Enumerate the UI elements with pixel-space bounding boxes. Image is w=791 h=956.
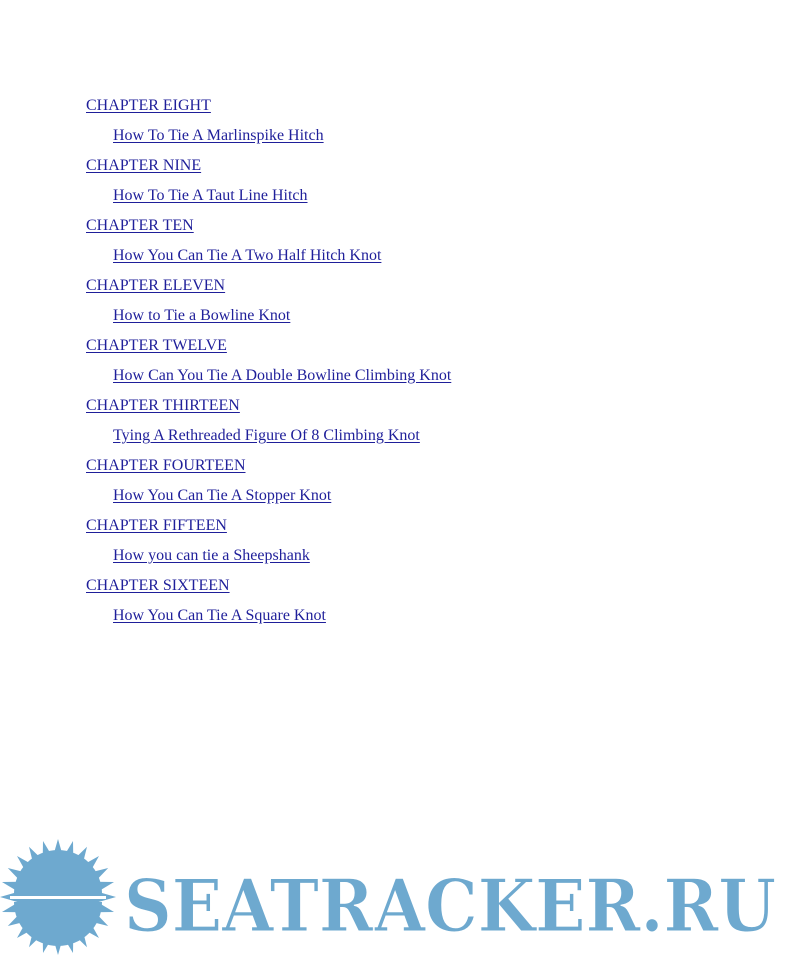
toc-chapter-nine-link[interactable]: CHAPTER NINE: [86, 157, 202, 174]
toc-chapter-ten-link[interactable]: CHAPTER TEN: [86, 217, 194, 234]
toc-chapter-thirteen-link[interactable]: CHAPTER THIRTEEN: [86, 397, 240, 414]
toc-section-sheepshank-link[interactable]: How you can tie a Sheepshank: [113, 547, 310, 564]
toc-section-taut-line-hitch-link[interactable]: How To Tie A Taut Line Hitch: [113, 187, 308, 204]
toc-section-square-knot-link[interactable]: How You Can Tie A Square Knot: [113, 607, 326, 624]
toc-section-two-half-hitch-link[interactable]: How You Can Tie A Two Half Hitch Knot: [113, 247, 382, 264]
watermark-graphic: [0, 836, 791, 956]
toc-section-marlinspike-hitch-link[interactable]: How To Tie A Marlinspike Hitch: [113, 127, 324, 144]
toc-chapter-eight-link[interactable]: CHAPTER EIGHT: [86, 97, 211, 114]
toc-chapter-twelve-link[interactable]: CHAPTER TWELVE: [86, 337, 227, 354]
toc-chapter-sixteen-link[interactable]: CHAPTER SIXTEEN: [86, 577, 230, 594]
table-of-contents: [86, 96, 766, 626]
watermark: [0, 836, 791, 956]
toc-chapter-eleven-link[interactable]: CHAPTER ELEVEN: [86, 277, 226, 294]
toc-chapter-fourteen-link[interactable]: CHAPTER FOURTEEN: [86, 457, 246, 474]
toc-section-stopper-knot-link[interactable]: How You Can Tie A Stopper Knot: [113, 487, 332, 504]
toc-chapter-fifteen-link[interactable]: CHAPTER FIFTEEN: [86, 517, 227, 534]
toc-section-bowline-knot-link[interactable]: How to Tie a Bowline Knot: [113, 307, 291, 324]
sun-over-sea-icon: [0, 839, 116, 955]
watermark-text: SEATRACKER.RU: [124, 863, 776, 948]
toc-section-figure-of-8-link[interactable]: Tying A Rethreaded Figure Of 8 Climbing Knot: [113, 427, 420, 444]
toc-section-double-bowline-link[interactable]: How Can You Tie A Double Bowline Climbing Knot: [113, 367, 452, 384]
